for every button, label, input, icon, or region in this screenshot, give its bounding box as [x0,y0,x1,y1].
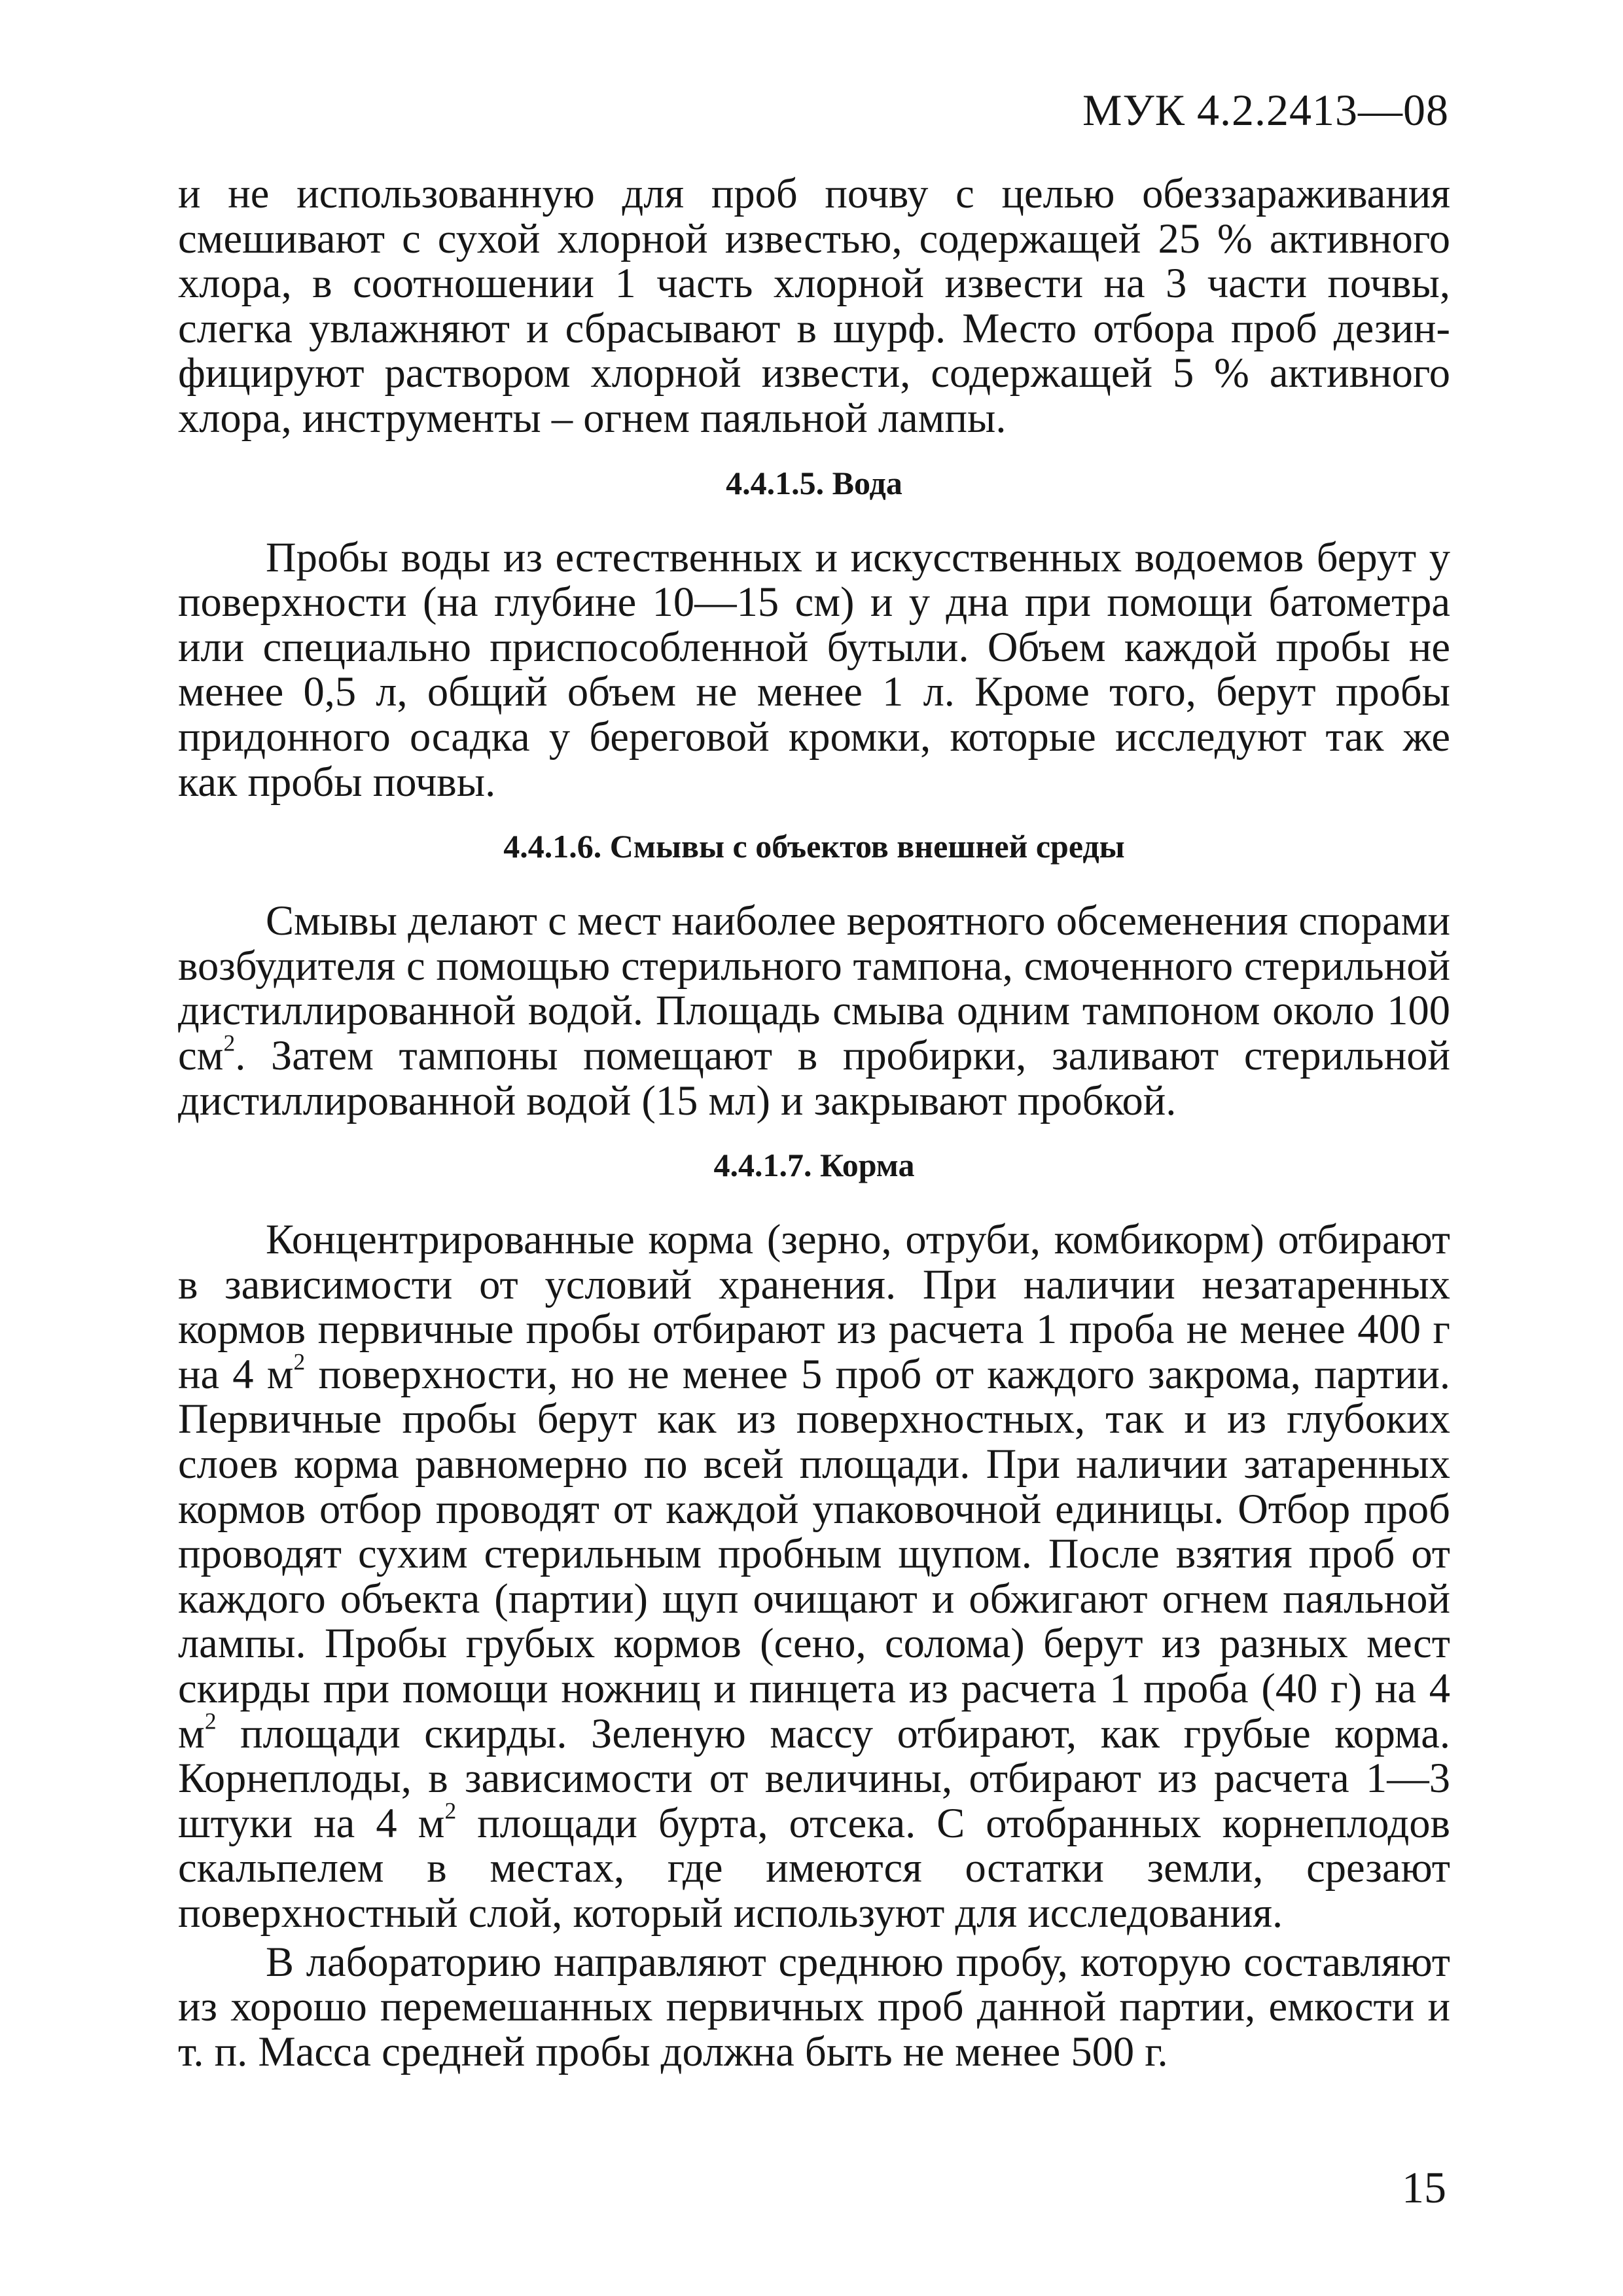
paragraph-swabs-text-b: . Затем тампоны помещают в пробирки, заливают стерильной дистиллированной водой (15 мл) и закрывают пробкой. [178,1031,1450,1124]
paragraph-feed-text-1: Концентрированные корма (зерно, отруби, комбикорм) отбирают в зависимости от условий хранения. При наличии незатаренных кормов первичные пробы отбирают из расчета 1 проба не менее 400 г на 4 м [178,1216,1450,1397]
section-heading-swabs: 4.4.1.6. Смывы с объектов внешней среды [503,828,1125,865]
paragraph-water: Пробы воды из естественных и искусственных водоемов берут у поверхности (на глубине 10—15 см) и у дна при помощи батометра или специально приспособленной бутыли. Объем каждой пробы не менее 0,5 л, общий объем не менее 1 л. Кроме того, берут пробы придонного осадка у береговой кромки, которые исследуют так же как пробы почвы. [178,533,1450,805]
superscript-2: 2 [444,1797,457,1824]
page-number: 15 [1402,2162,1446,2212]
document-code-header: МУК 4.2.2413—08 [1082,85,1449,135]
paragraph-feed-text-3: площади скирды. Зеленую массу отбирают, как грубые корма. Корнеплоды, в зависимости от величины, отбирают из расчета 1—3 штуки на 4 м [178,1710,1450,1846]
paragraph-swabs-text-a: Смывы делают с мест наиболее вероятного обсеменения спорами возбудителя с помощью стерильного тампона, смоченного стерильной дистиллированной водой. Площадь смыва одним тампоном около 100 см [178,897,1450,1079]
superscript-2: 2 [223,1030,236,1056]
page-content [178,171,1450,2074]
paragraph-laboratory-sample: В лабораторию направляют среднюю пробу, которую составляют из хорошо перемешанных первичных проб данной партии, емкости и т. п. Масса средней пробы должна быть не менее 500 г. [178,1938,1450,2075]
paragraph-swabs [178,899,1450,1123]
paragraph-soil-disinfection: и не использованную для проб почву с целью обеззараживания смешивают с сухой хлорной известью, содержащей 25 % активного хлора, в соотношении 1 часть хлорной извести на 3 части почвы, слегка увлажняют и сбрасывают в шурф. Место отбора проб дезинфицируют раствором хлорной извести, содержащей 5 % активного хлора, инструменты – огнем паяльной лампы. [178,170,1450,441]
paragraph-feed-text-4: площади бурта, отсека. С отобранных корнеплодов скальпелем в местах, где имеются остатки земли, срезают поверхностный слой, который используют для исследования. [178,1799,1450,1936]
superscript-2: 2 [204,1708,217,1734]
section-heading-feed: 4.4.1.7. Корма [713,1147,915,1184]
section-heading-water: 4.4.1.5. Вода [726,464,902,501]
superscript-2: 2 [293,1348,306,1375]
paragraph-feed [178,1217,1450,1936]
paragraph-feed-text-2: поверхности, но не менее 5 проб от каждого закрома, партии. Первичные пробы берут как из поверхностных, так и из глубоких слоев корма равномерно по всей площади. При наличии затаренных кормов отбор проводят от каждой упаковочной единицы. Отбор проб проводят сухим стерильным пробным щупом. После взятия проб от каждого объекта (партии) щуп очищают и обжигают огнем паяльной лампы. Пробы грубых кормов (сено, солома) берут из разных мест скирды при помощи ножниц и пинцета из расчета 1 проба (40 г) на 4 м [178,1350,1450,1757]
